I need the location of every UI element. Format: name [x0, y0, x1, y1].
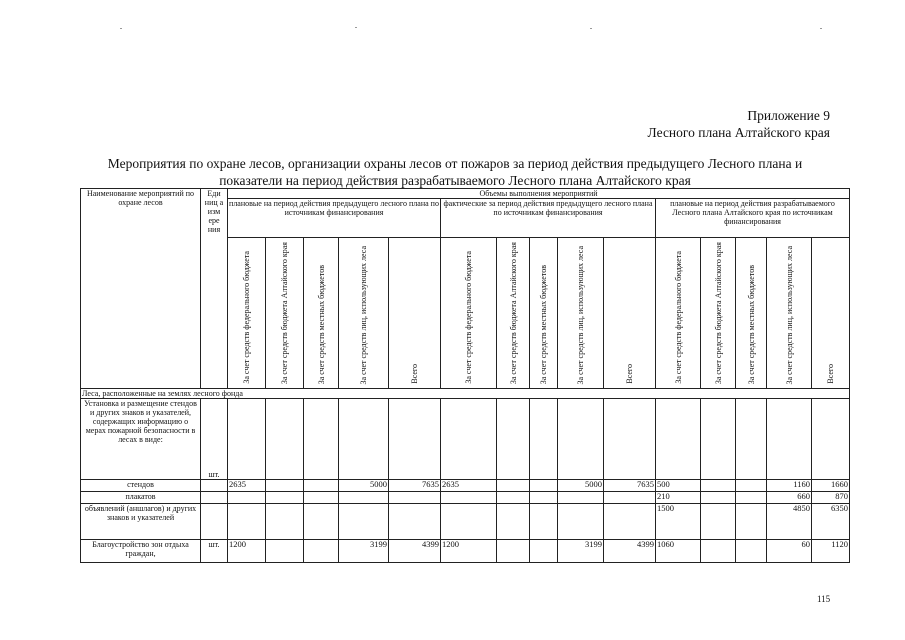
row-value: [266, 504, 304, 540]
header-group-planned-new: плановые на период действия разрабатываемого Лесного плана Алтайского края по источникам финансирования: [656, 199, 850, 238]
row-value: [530, 504, 558, 540]
row-value: [604, 399, 656, 480]
row-value: [701, 492, 736, 504]
row-unit: [201, 480, 228, 492]
row-value: [266, 480, 304, 492]
row-value: 2635: [228, 480, 266, 492]
subheader-local: За счет средств местных бюджетов: [530, 238, 558, 389]
row-value: 2635: [441, 480, 497, 492]
row-value: [266, 540, 304, 563]
row-value: 1120: [812, 540, 850, 563]
section-row: Леса, расположенные на землях лесного фонда: [81, 389, 850, 399]
row-value: [441, 399, 497, 480]
subheader-local: За счет средств местных бюджетов: [736, 238, 767, 389]
row-value: [767, 399, 812, 480]
row-value: [304, 492, 339, 504]
row-value: [304, 504, 339, 540]
row-value: [736, 480, 767, 492]
row-value: 3199: [339, 540, 389, 563]
row-value: [497, 540, 530, 563]
row-value: 1200: [441, 540, 497, 563]
row-value: 660: [767, 492, 812, 504]
row-value: [497, 492, 530, 504]
scan-speck: [590, 28, 592, 29]
row-value: [389, 504, 441, 540]
row-value: 1060: [656, 540, 701, 563]
row-value: [339, 504, 389, 540]
subheader-regional: За счет средств бюджета Алтайского края: [497, 238, 530, 389]
row-value: 3199: [558, 540, 604, 563]
row-value: [497, 504, 530, 540]
row-unit: шт.: [201, 399, 228, 480]
row-value: [530, 480, 558, 492]
row-value: 1200: [228, 540, 266, 563]
row-value: [604, 504, 656, 540]
row-value: [812, 399, 850, 480]
row-name: стендов: [81, 480, 201, 492]
table-row: [81, 492, 850, 504]
row-value: [558, 504, 604, 540]
subheader-total: Всего: [604, 238, 656, 389]
table-row: [81, 504, 850, 540]
scan-speck: [120, 28, 122, 29]
scan-speck: [820, 28, 822, 29]
row-value: [530, 399, 558, 480]
row-value: 5000: [339, 480, 389, 492]
subheader-federal: За счет средств федерального бюджета: [441, 238, 497, 389]
row-value: 1160: [767, 480, 812, 492]
row-value: [497, 399, 530, 480]
subheader-local: За счет средств местных бюджетов: [304, 238, 339, 389]
scan-speck: [355, 27, 357, 28]
row-value: 6350: [812, 504, 850, 540]
row-value: 4399: [389, 540, 441, 563]
appendix-line-2: Лесного плана Алтайского края: [647, 125, 830, 140]
table-row: [81, 480, 850, 492]
row-value: [389, 399, 441, 480]
subheader-users: За счет средств лиц, использующих леса: [767, 238, 812, 389]
header-group-planned-previous: плановые на период действия предыдущего лесного плана по источникам финансирования: [228, 199, 441, 238]
row-value: [701, 399, 736, 480]
row-value: [228, 504, 266, 540]
measures-table: [80, 188, 850, 563]
row-value: [441, 492, 497, 504]
page-number: 115: [817, 594, 831, 604]
row-value: 870: [812, 492, 850, 504]
row-name: Установка и размещение стендов и других знаков и указателей, содержащих информацию о мерах пожарной безопасности в лесах в виде:: [81, 399, 201, 480]
row-value: [304, 399, 339, 480]
subheader-regional: За счет средств бюджета Алтайского края: [266, 238, 304, 389]
row-value: 1660: [812, 480, 850, 492]
row-value: [304, 540, 339, 563]
row-name: плакатов: [81, 492, 201, 504]
row-value: [558, 492, 604, 504]
row-value: 4399: [604, 540, 656, 563]
table-body: [81, 399, 850, 563]
subheader-regional: За счет средств бюджета Алтайского края: [701, 238, 736, 389]
row-value: [736, 540, 767, 563]
table-row: [81, 540, 850, 563]
subheader-total: Всего: [812, 238, 850, 389]
subheader-federal: За счет средств федерального бюджета: [228, 238, 266, 389]
row-value: [604, 492, 656, 504]
row-value: 5000: [558, 480, 604, 492]
row-value: [497, 480, 530, 492]
appendix-label: [648, 107, 830, 141]
row-value: [736, 399, 767, 480]
row-value: [266, 399, 304, 480]
row-value: [228, 492, 266, 504]
row-value: [389, 492, 441, 504]
header-unit: Еди ниц а изм ере ния: [201, 189, 228, 389]
table-row: [81, 399, 850, 480]
row-name: Благоустройство зон отдыха граждан,: [81, 540, 201, 563]
row-unit: [201, 504, 228, 540]
appendix-line-1: Приложение 9: [747, 108, 830, 123]
row-value: 500: [656, 480, 701, 492]
row-name: объявлений (аншлагов) и других знаков и указателей: [81, 504, 201, 540]
row-value: [656, 399, 701, 480]
row-value: 4850: [767, 504, 812, 540]
row-value: 1500: [656, 504, 701, 540]
row-value: [266, 492, 304, 504]
row-value: 60: [767, 540, 812, 563]
row-value: [558, 399, 604, 480]
document-title: [60, 155, 850, 189]
subheader-users: За счет средств лиц, использующих леса: [339, 238, 389, 389]
subheader-total: Всего: [389, 238, 441, 389]
title-line-1: Мероприятия по охране лесов, организации охраны лесов от пожаров за период действия предыдущего Лесного плана и: [107, 156, 803, 171]
row-value: 210: [656, 492, 701, 504]
row-value: [701, 504, 736, 540]
row-value: [736, 492, 767, 504]
row-value: [701, 480, 736, 492]
title-line-2: показатели на период действия разрабатываемого Лесного плана Алтайского края: [219, 173, 691, 188]
row-value: [736, 504, 767, 540]
row-value: [530, 492, 558, 504]
row-value: [228, 399, 266, 480]
row-value: [701, 540, 736, 563]
row-value: [339, 492, 389, 504]
row-unit: шт.: [201, 540, 228, 563]
row-value: [441, 504, 497, 540]
row-value: [530, 540, 558, 563]
header-name: Наименование мероприятий по охране лесов: [81, 189, 201, 389]
row-value: [304, 480, 339, 492]
row-value: 7635: [604, 480, 656, 492]
row-unit: [201, 492, 228, 504]
row-value: [339, 399, 389, 480]
subheader-users: За счет средств лиц, использующих леса: [558, 238, 604, 389]
subheader-federal: За счет средств федерального бюджета: [656, 238, 701, 389]
header-volumes: Объемы выполнения мероприятий: [228, 189, 850, 199]
header-group-actual-previous: фактические за период действия предыдущего лесного плана по источникам финансирования: [441, 199, 656, 238]
row-value: 7635: [389, 480, 441, 492]
